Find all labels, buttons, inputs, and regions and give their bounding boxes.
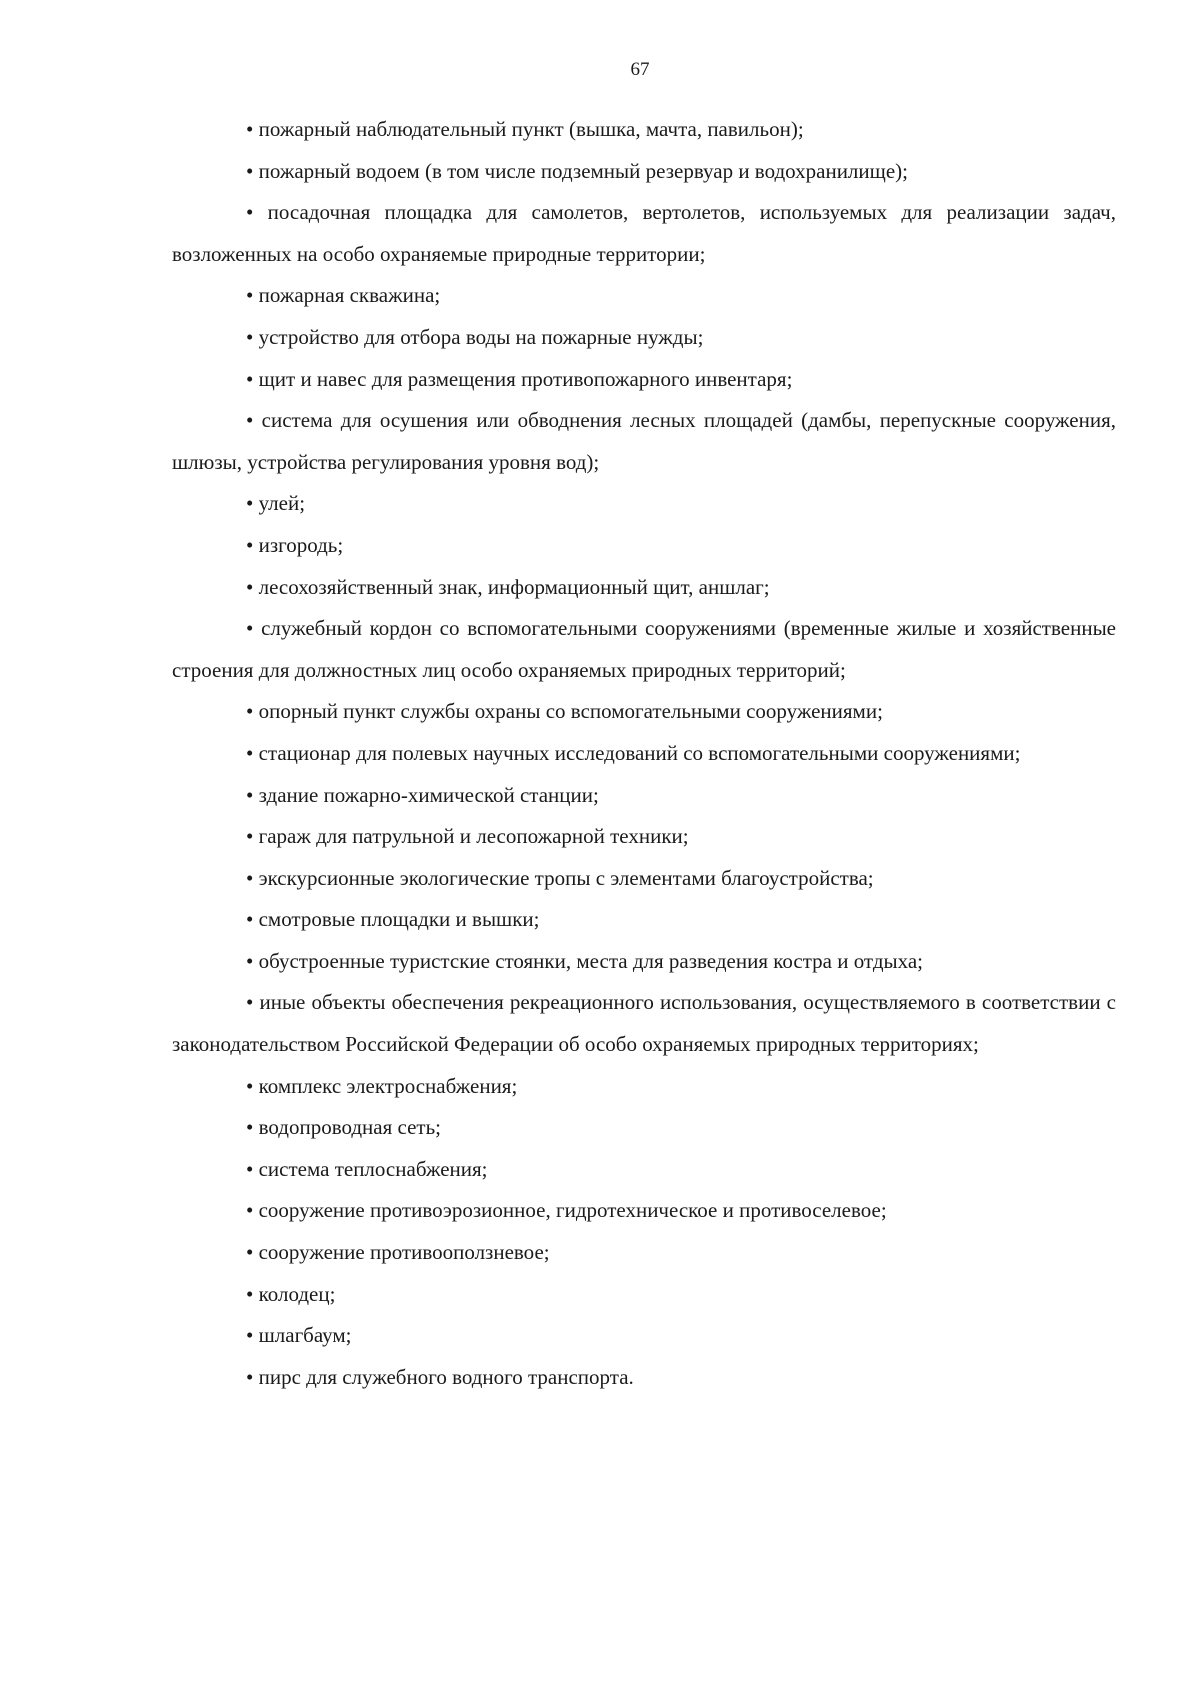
bullet-list	[172, 109, 1116, 1398]
page-number: 67	[630, 59, 650, 80]
list-item: • стационар для полевых научных исследований со вспомогательными сооружениями;	[246, 740, 1021, 765]
list-item: • экскурсионные экологические тропы с элементами благоустройства;	[246, 865, 874, 890]
list-item: • служебный кордон со вспомогательными сооружениями (временные жилые и хозяйственные строения для должностных лиц особо охраняемых природных территорий;	[172, 616, 1116, 682]
list-item: • комплекс электроснабжения;	[246, 1073, 518, 1098]
list-item: • обустроенные туристские стоянки, места для разведения костра и отдыха;	[246, 948, 924, 973]
list-item: • пирс для служебного водного транспорта.	[246, 1364, 634, 1389]
list-item: • щит и навес для размещения противопожарного инвентаря;	[246, 366, 793, 391]
list-item: • шлагбаум;	[246, 1323, 352, 1348]
list-item: • смотровые площадки и вышки;	[246, 907, 540, 932]
list-item: • пожарный водоем (в том числе подземный резервуар и водохранилище);	[246, 158, 908, 183]
list-item: • устройство для отбора воды на пожарные нужды;	[246, 324, 704, 349]
list-item: • иные объекты обеспечения рекреационного использования, осуществляемого в соответствии с законодательством Российской Федерации об особо охраняемых природных территориях;	[172, 990, 1116, 1057]
list-item: • лесохозяйственный знак, информационный щит, аншлаг;	[246, 574, 770, 599]
list-item: • система теплоснабжения;	[246, 1156, 488, 1181]
list-item: • улей;	[246, 491, 306, 516]
list-item: • водопроводная сеть;	[246, 1115, 441, 1140]
list-item: • изгородь;	[246, 532, 344, 557]
list-item: • здание пожарно-химической станции;	[246, 782, 599, 807]
list-item: • сооружение противоэрозионное, гидротехническое и противоселевое;	[246, 1198, 887, 1223]
list-item: • сооружение противооползневое;	[246, 1240, 550, 1265]
list-item: • гараж для патрульной и лесопожарной техники;	[246, 824, 689, 849]
list-item: • колодец;	[246, 1281, 336, 1306]
list-item: • система для осушения или обводнения лесных площадей (дамбы, перепускные сооружения, шлюзы, устройства регулирования уровня вод);	[172, 408, 1116, 474]
list-item: • пожарная скважина;	[246, 283, 441, 308]
list-item: • пожарный наблюдательный пункт (вышка, мачта, павильон);	[246, 117, 804, 141]
list-item: • посадочная площадка для самолетов, вертолетов, используемых для реализации задач, возложенных на особо охраняемые природные территории;	[172, 200, 1116, 266]
list-item: • опорный пункт службы охраны со вспомогательными сооружениями;	[246, 699, 883, 724]
